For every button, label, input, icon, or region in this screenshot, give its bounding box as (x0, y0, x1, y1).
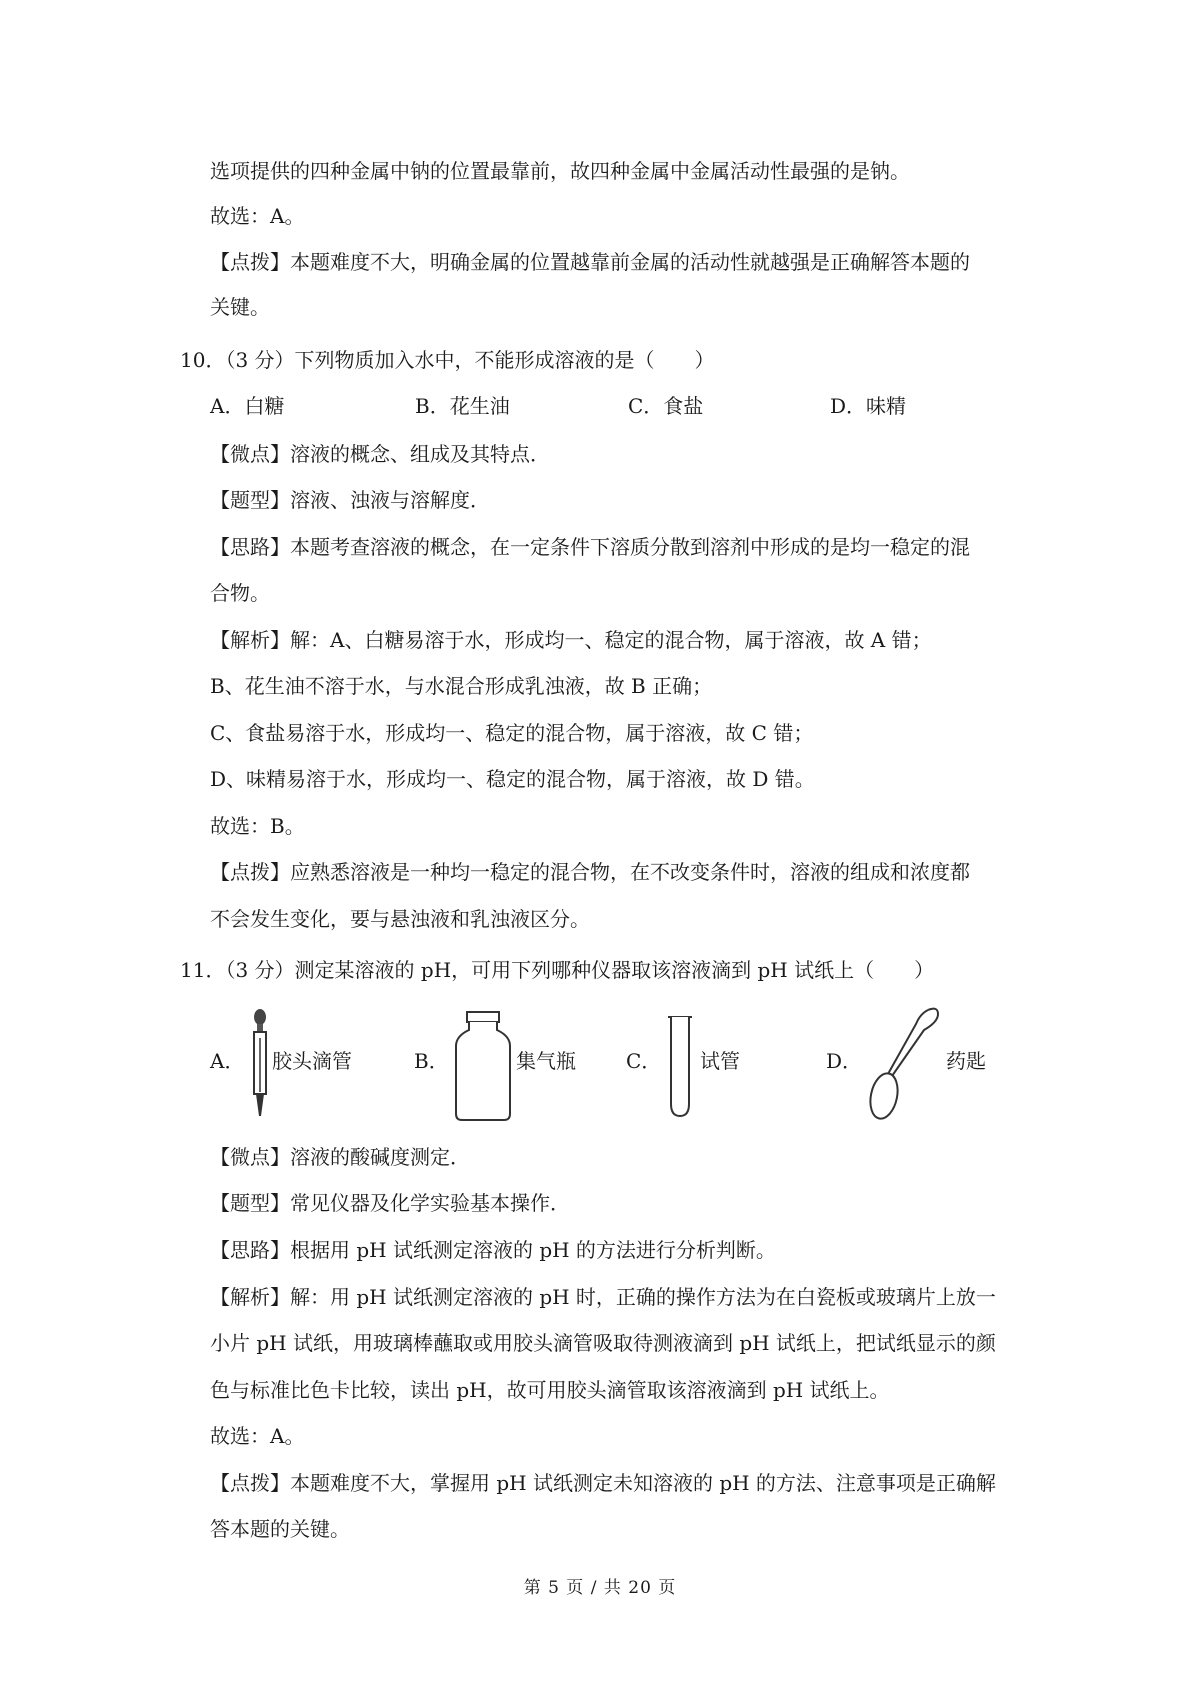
option-a-label: 胶头滴管 (272, 1049, 352, 1073)
dropper-icon (248, 1008, 272, 1118)
text-line: 【点拨】应熟悉溶液是一种均一稳定的混合物，在不改变条件时，溶液的组成和浓度都 (210, 860, 970, 884)
text-line: 选项提供的四种金属中钠的位置最靠前，故四种金属中金属活动性最强的是钠。 (210, 159, 910, 183)
text-line: 【思路】根据用 pH 试纸测定溶液的 pH 的方法进行分析判断。 (210, 1238, 776, 1262)
text-line: 故选：A。 (210, 1424, 305, 1448)
option-d: D．味精 (830, 394, 907, 418)
option-a: A．白糖 (210, 394, 285, 418)
text-line: 【思路】本题考查溶液的概念，在一定条件下溶质分散到溶剂中形成的是均一稳定的混 (210, 535, 970, 559)
option-c-label: 试管 (700, 1049, 740, 1073)
text-line: 合物。 (210, 581, 270, 605)
text-line: 故选：A。 (210, 204, 305, 228)
option-c-letter: C． (626, 1049, 662, 1073)
text-line: 【点拨】本题难度不大，明确金属的位置越靠前金属的活动性就越强是正确解答本题的 (210, 250, 970, 274)
option-d-letter: D． (826, 1049, 863, 1073)
text-line: B、花生油不溶于水，与水混合形成乳浊液，故 B 正确； (210, 674, 713, 698)
text-line: 色与标准比色卡比较，读出 pH，故可用胶头滴管取该溶液滴到 pH 试纸上。 (210, 1378, 890, 1402)
option-c: C．食盐 (628, 394, 704, 418)
text-line: 【微点】溶液的酸碱度测定． (210, 1145, 470, 1169)
text-line: D、味精易溶于水，形成均一、稳定的混合物，属于溶液，故 D 错。 (210, 767, 815, 791)
text-line: 关键。 (210, 295, 270, 319)
option-b-label: 集气瓶 (516, 1049, 576, 1073)
text-line: 答本题的关键。 (210, 1517, 350, 1541)
option-d-label: 药匙 (946, 1049, 986, 1073)
question-stem: 10．（3 分）下列物质加入水中，不能形成溶液的是（ ） (180, 348, 715, 372)
text-line: 【解析】解：用 pH 试纸测定溶液的 pH 时，正确的操作方法为在白瓷板或玻璃片上放一 (210, 1285, 996, 1309)
text-line: C、食盐易溶于水，形成均一、稳定的混合物，属于溶液，故 C 错； (210, 721, 814, 745)
text-line: 【点拨】本题难度不大，掌握用 pH 试纸测定未知溶液的 pH 的方法、注意事项是正确解 (210, 1471, 996, 1495)
gas-bottle-icon (452, 1010, 514, 1122)
text-line: 小片 pH 试纸，用玻璃棒蘸取或用胶头滴管吸取待测液滴到 pH 试纸上，把试纸显示的颜 (210, 1331, 996, 1355)
option-a-letter: A． (210, 1049, 245, 1073)
text-line: 【解析】解：A、白糖易溶于水，形成均一、稳定的混合物，属于溶液，故 A 错； (210, 628, 932, 652)
text-line: 【微点】溶液的概念、组成及其特点． (210, 442, 550, 466)
text-line: 故选：B。 (210, 814, 305, 838)
test-tube-icon (666, 1014, 694, 1120)
spoon-icon (862, 1004, 944, 1122)
text-line: 【题型】溶液、浊液与溶解度． (210, 488, 490, 512)
question-stem: 11．（3 分）测定某溶液的 pH，可用下列哪种仪器取该溶液滴到 pH 试纸上（ ） (180, 958, 935, 982)
text-line: 不会发生变化，要与悬浊液和乳浊液区分。 (210, 907, 590, 931)
option-b: B．花生油 (415, 394, 510, 418)
page-footer: 第 5 页 / 共 20 页 (523, 1578, 677, 1598)
option-b-letter: B． (414, 1049, 449, 1073)
text-line: 【题型】常见仪器及化学实验基本操作． (210, 1191, 570, 1215)
